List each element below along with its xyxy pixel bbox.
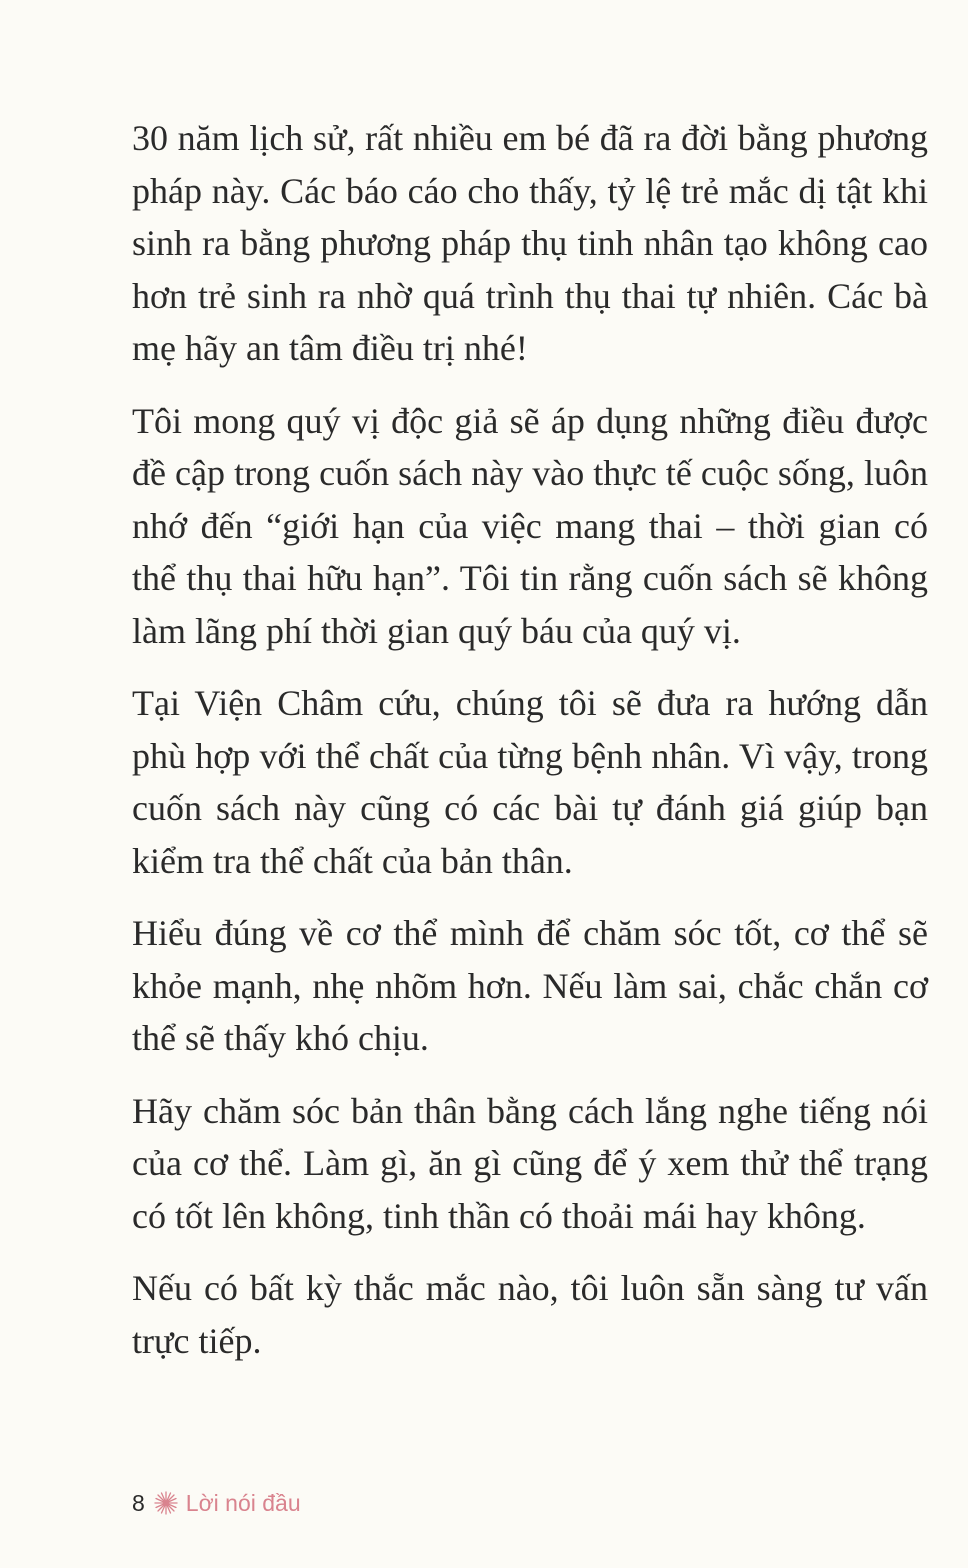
paragraph: Nếu có bất kỳ thắc mắc nào, tôi luôn sẵn sàng tư vấn trực tiếp. bbox=[132, 1268, 928, 1361]
page-number: 8 bbox=[132, 1489, 145, 1516]
star-icon bbox=[154, 1491, 178, 1515]
body-text bbox=[132, 112, 928, 1387]
paragraph: Hiểu đúng về cơ thể mình để chăm sóc tốt, cơ thể sẽ khỏe mạnh, nhẹ nhõm hơn. Nếu làm sai, chắc chắn cơ thể sẽ thấy khó chịu. bbox=[132, 913, 928, 1058]
paragraph: Hãy chăm sóc bản thân bằng cách lắng nghe tiếng nói của cơ thể. Làm gì, ăn gì cũng để ý xem thử thể trạng có tốt lên không, tinh thần có thoải mái hay không. bbox=[132, 1090, 928, 1236]
page-footer bbox=[132, 1485, 301, 1521]
paragraph: 30 năm lịch sử, rất nhiều em bé đã ra đời bằng phương pháp này. Các báo cáo cho thấy, tỷ lệ trẻ mắc dị tật khi sinh ra bằng phương pháp thụ tinh nhân tạo không cao hơn trẻ sinh ra nhờ quá trình thụ thai tự nhiên. Các bà mẹ hãy an tâm điều trị nhé! bbox=[132, 118, 928, 368]
paragraph: Tôi mong quý vị độc giả sẽ áp dụng những điều được đề cập trong cuốn sách này vào thực tế cuộc sống, luôn nhớ đến “giới hạn của việc mang thai – thời gian có thể thụ thai hữu hạn”. Tôi tin rằng cuốn sách sẽ không làm lãng phí thời gian quý báu của quý vị. bbox=[132, 400, 928, 651]
paragraph: Tại Viện Châm cứu, chúng tôi sẽ đưa ra hướng dẫn phù hợp với thể chất của từng bệnh nhân. Vì vậy, trong cuốn sách này cũng có các bài tự đánh giá giúp bạn kiểm tra thể chất của bản thân. bbox=[132, 683, 928, 881]
running-title: Lời nói đầu bbox=[185, 1489, 301, 1516]
